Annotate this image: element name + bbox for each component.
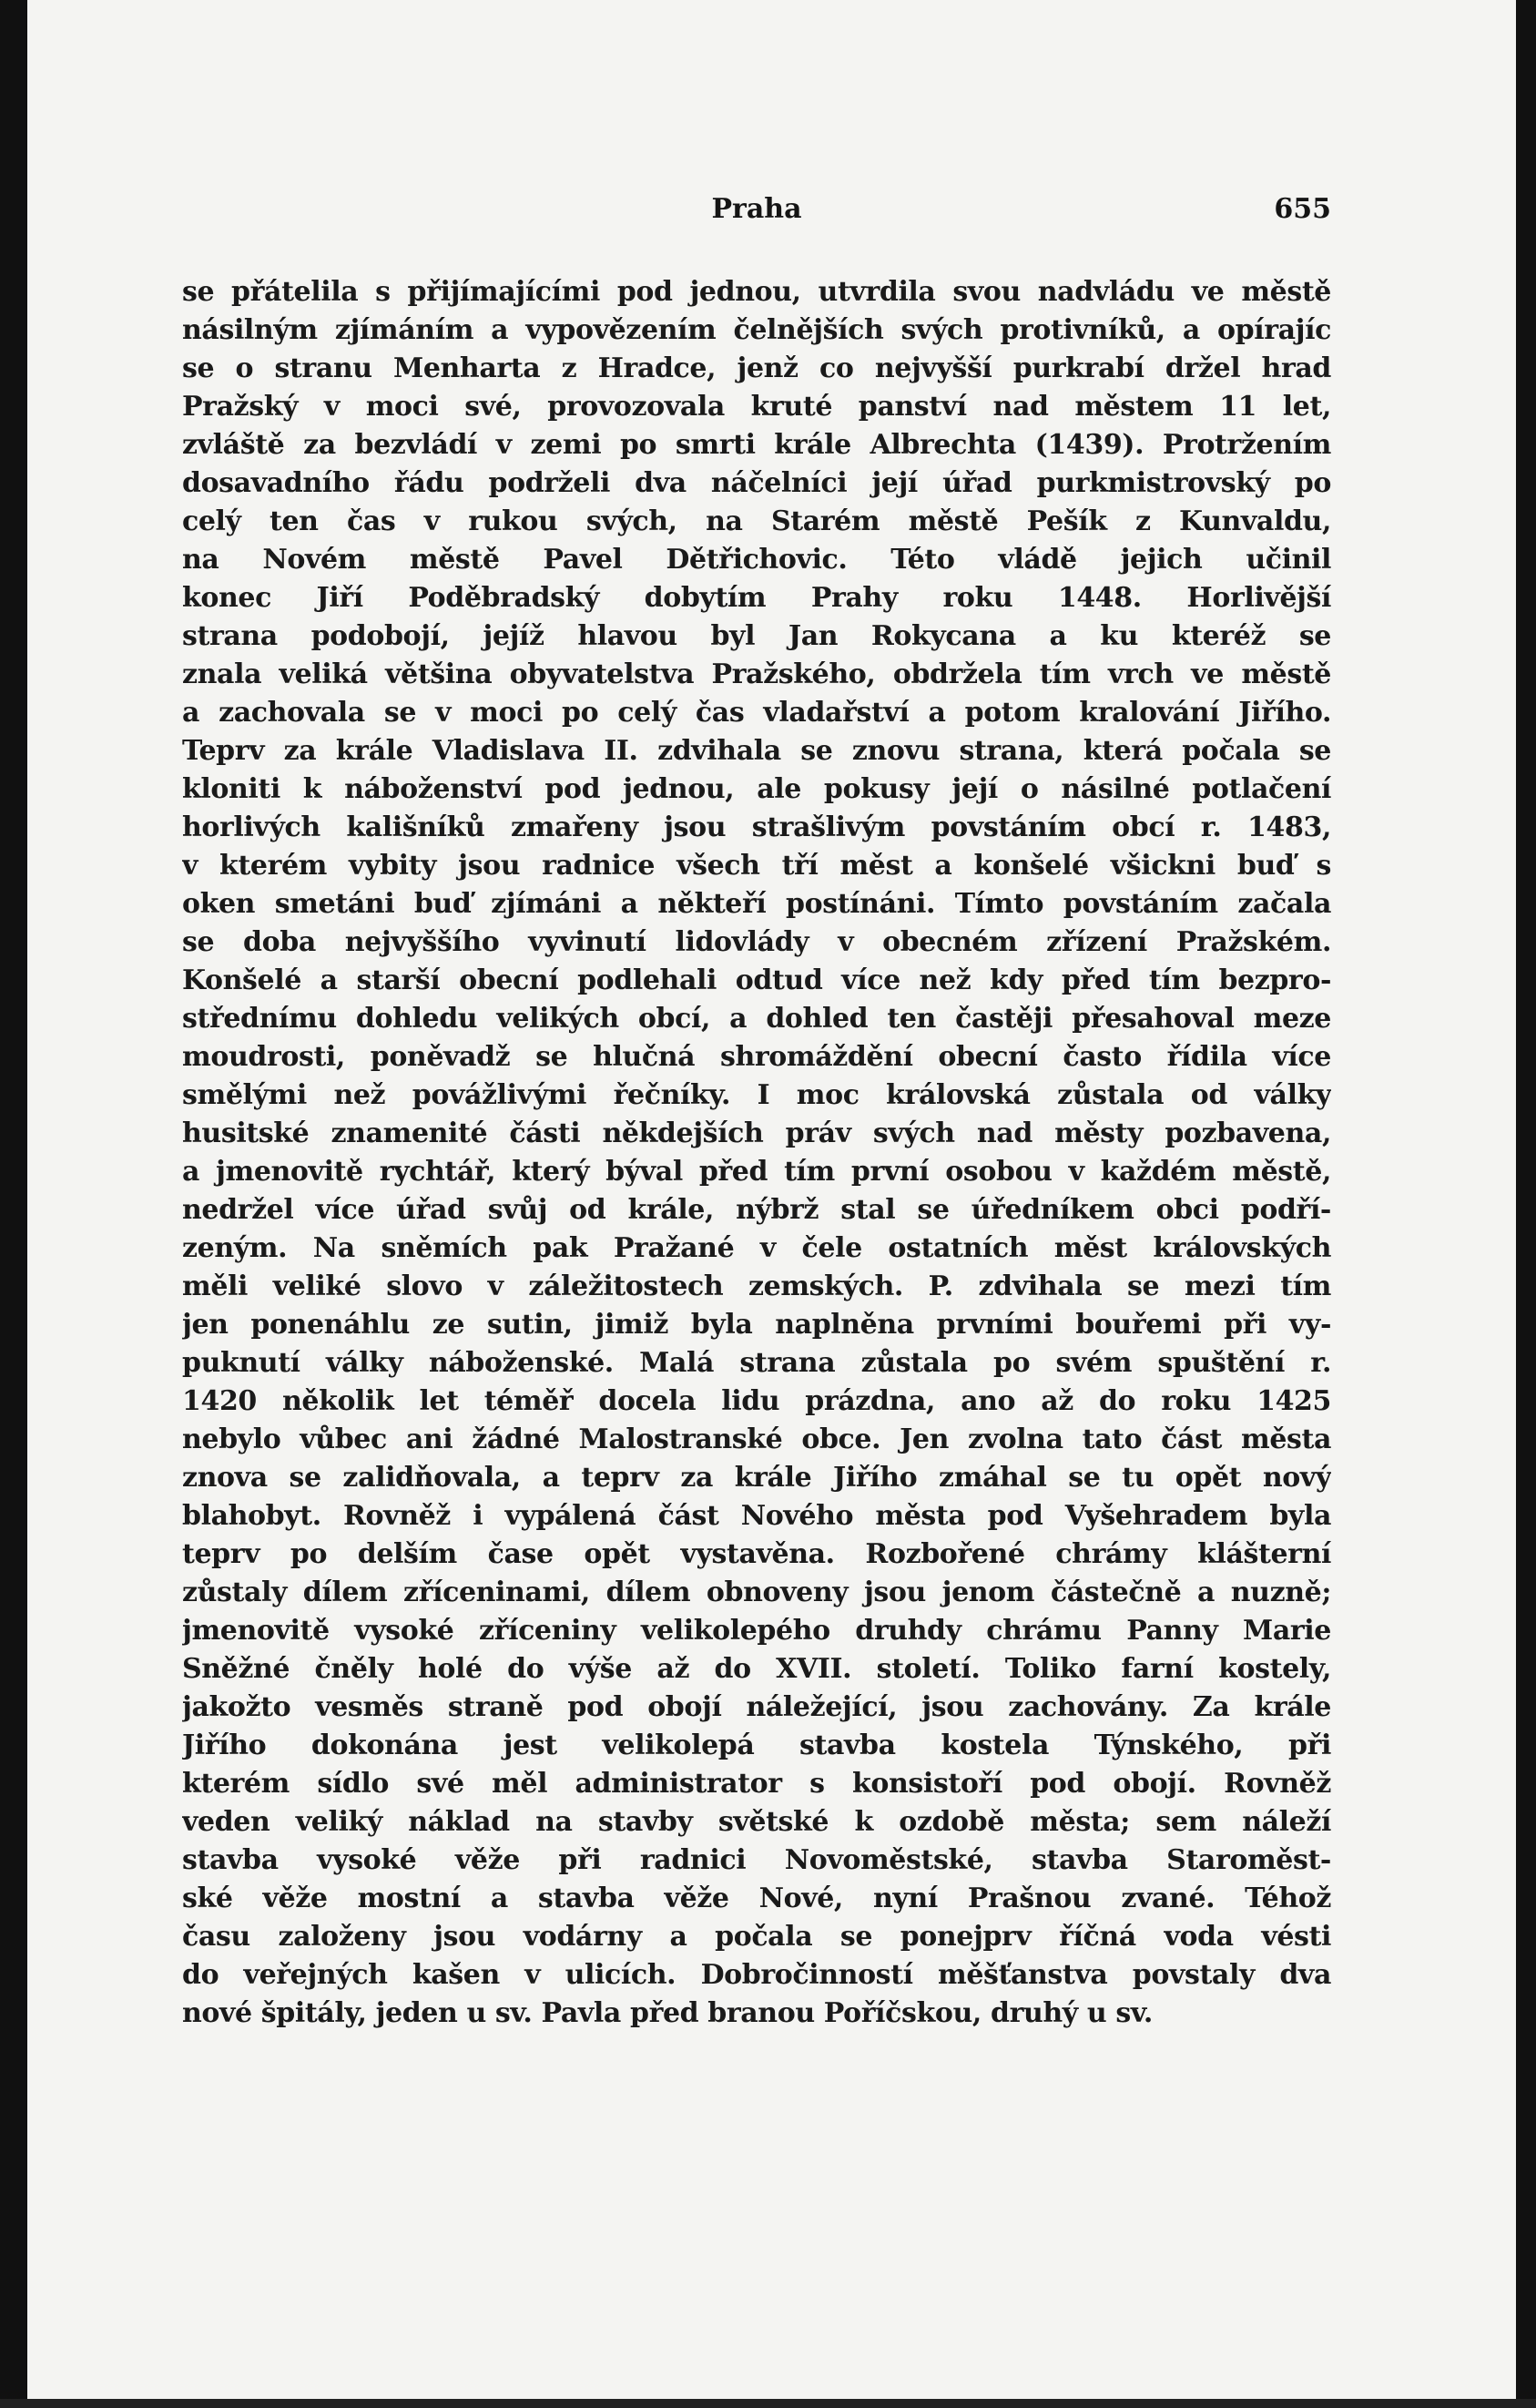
text-line: měli veliké slovo v záležitostech zemských. P. zdvihala se mezi tím [182, 1270, 1331, 1302]
text-line: Teprv za krále Vladislava II. zdvihala se znovu strana, která počala se [182, 735, 1331, 767]
text-line: husitské znamenité části někdejších práv svých nad městy pozbavena, [182, 1117, 1331, 1149]
text-line: se o stranu Menharta z Hradce, jenž co nejvyšší purkrabí držel hrad [182, 352, 1331, 384]
text-line: veden veliký náklad na stavby světské k ozdobě města; sem náleží [182, 1806, 1331, 1838]
running-title: Praha [711, 193, 802, 225]
scan-right-border [1516, 0, 1536, 2408]
text-line: jen ponenáhlu ze sutin, jimiž byla naplněna prvními bouřemi při vy- [182, 1309, 1331, 1341]
text-line: do veřejných kašen v ulicích. Dobročinností měšťanstva povstaly dva [182, 1959, 1331, 1991]
text-line: kterém sídlo své měl administrator s konsistoří pod obojí. Rovněž [182, 1768, 1331, 1800]
text-line: se přátelila s přijímajícími pod jednou, utvrdila svou nadvládu ve městě [182, 276, 1331, 308]
text-line: zůstaly dílem zříceninami, dílem obnoveny jsou jenom částečně a nuzně; [182, 1576, 1331, 1608]
text-line: stavba vysoké věže při radnici Novoměstské, stavba Staroměst- [182, 1844, 1331, 1876]
page-number: 655 [1274, 193, 1331, 225]
text-line: konec Jiří Poděbradský dobytím Prahy roku 1448. Horlivější [182, 582, 1331, 614]
text-line: smělými než povážlivými řečníky. I moc královská zůstala od války [182, 1079, 1331, 1111]
body-text [182, 273, 1331, 2033]
text-line: jakožto vesměs straně pod obojí náležející, jsou zachovány. Za krále [182, 1691, 1331, 1723]
text-line: nové špitály, jeden u sv. Pavla před branou Poříčskou, druhý u sv. [182, 1997, 1153, 2029]
text-line: teprv po delším čase opět vystavěna. Rozbořené chrámy klášterní [182, 1538, 1331, 1570]
text-line: se doba nejvyššího vyvinutí lidovlády v obecném zřízení Pražském. [182, 926, 1331, 958]
text-line: celý ten čas v rukou svých, na Starém městě Pešík z Kunvaldu, [182, 505, 1331, 537]
text-line: znova se zalidňovala, a teprv za krále Jiřího zmáhal se tu opět nový [182, 1462, 1331, 1494]
text-line: a jmenovitě rychtář, který býval před tím první osobou v každém městě, [182, 1156, 1331, 1188]
text-line: Konšelé a starší obecní podlehali odtud více než kdy před tím bezpro- [182, 964, 1331, 996]
text-line: puknutí války náboženské. Malá strana zůstala po svém spuštění r. [182, 1347, 1331, 1379]
text-line: strana podobojí, jejíž hlavou byl Jan Rokycana a ku kteréž se [182, 620, 1331, 652]
text-line: nedržel více úřad svůj od krále, nýbrž stal se úředníkem obci podří- [182, 1194, 1331, 1226]
text-line: v kterém vybity jsou radnice všech tří měst a konšelé všickni buď s [182, 850, 1331, 882]
scan-left-border [0, 0, 27, 2408]
text-line: a zachovala se v moci po celý čas vladařství a potom kralování Jiřího. [182, 697, 1331, 729]
text-line: horlivých kališníků zmařeny jsou strašlivým povstáním obcí r. 1483, [182, 811, 1331, 843]
text-line: ské věže mostní a stavba věže Nové, nyní Prašnou zvané. Téhož [182, 1883, 1331, 1914]
text-line: moudrosti, poněvadž se hlučná shromáždění obecní často řídila více [182, 1041, 1331, 1073]
scan-bottom-border [0, 2399, 1536, 2408]
text-line: násilným zjímáním a vypovězením čelnějších svých protivníků, a opírajíc [182, 314, 1331, 346]
text-line: oken smetáni buď zjímáni a někteří postínáni. Tímto povstáním začala [182, 888, 1331, 920]
running-header [182, 193, 1331, 230]
text-line: znala veliká většina obyvatelstva Pražského, obdržela tím vrch ve městě [182, 658, 1331, 690]
text-line: zvláště za bezvládí v zemi po smrti krále Albrechta (1439). Protržením [182, 429, 1331, 461]
text-line: Pražský v moci své, provozovala kruté panství nad městem 11 let, [182, 391, 1331, 423]
text-line: na Novém městě Pavel Dětřichovic. Této vládě jejich učinil [182, 544, 1331, 576]
text-line: jmenovitě vysoké zříceniny velikolepého druhdy chrámu Panny Marie [182, 1615, 1331, 1647]
text-line: Sněžné čněly holé do výše až do XVII. století. Toliko farní kostely, [182, 1653, 1331, 1685]
text-line: kloniti k náboženství pod jednou, ale pokusy její o násilné potlačení [182, 773, 1331, 805]
text-line: Jiřího dokonána jest velikolepá stavba kostela Týnského, při [182, 1729, 1331, 1761]
text-line: zeným. Na sněmích pak Pražané v čele ostatních měst královských [182, 1232, 1331, 1264]
text-line: 1420 několik let téměř docela lidu prázdna, ano až do roku 1425 [182, 1385, 1331, 1417]
text-line: střednímu dohledu velikých obcí, a dohled ten častěji přesahoval meze [182, 1003, 1331, 1035]
text-line: nebylo vůbec ani žádné Malostranské obce. Jen zvolna tato část města [182, 1423, 1331, 1455]
text-line: dosavadního řádu podrželi dva náčelníci její úřad purkmistrovský po [182, 467, 1331, 499]
text-line: času založeny jsou vodárny a počala se ponejprv říčná voda vésti [182, 1921, 1331, 1953]
text-line: blahobyt. Rovněž i vypálená část Nového města pod Vyšehradem byla [182, 1500, 1331, 1532]
